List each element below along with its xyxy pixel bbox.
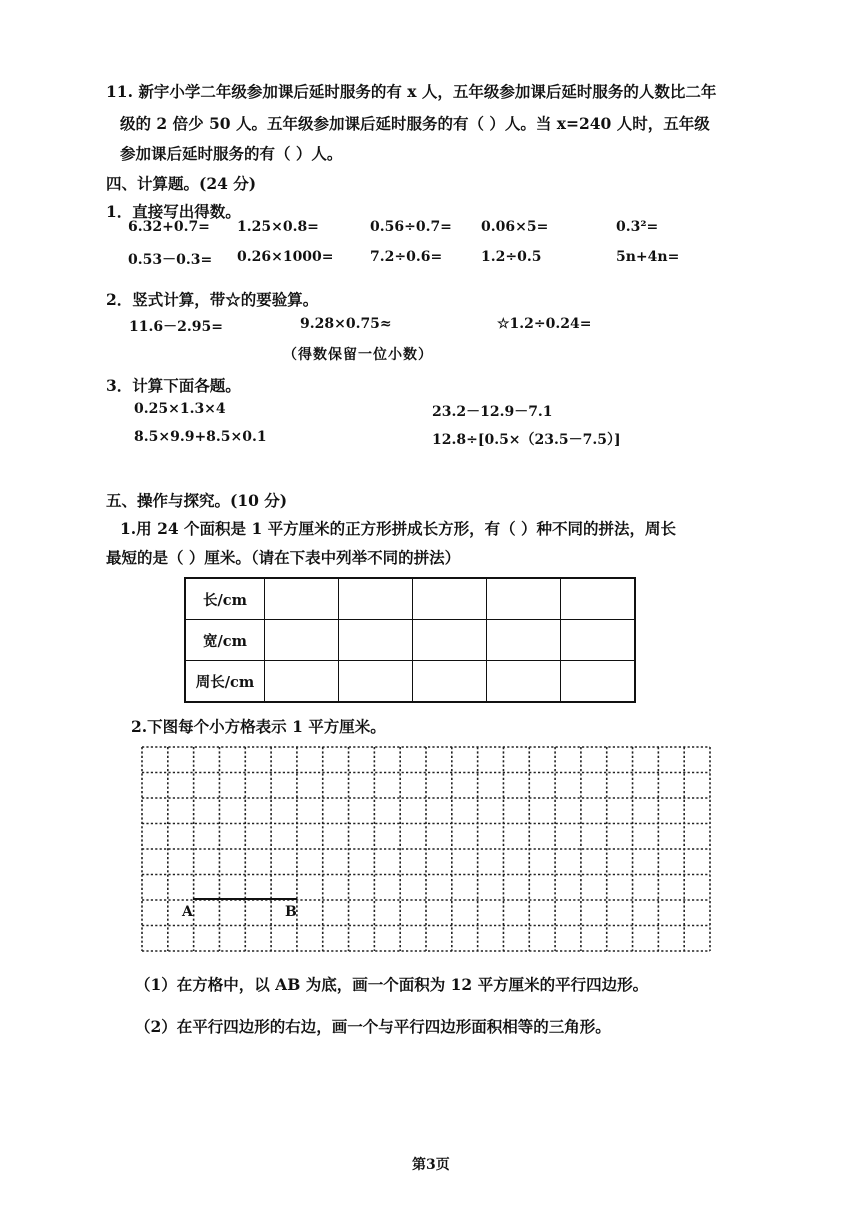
expression-item: 12.8÷[0.5×（23.5－7.5）] [432, 432, 621, 448]
calc-item: 0.53－0.3= [128, 252, 213, 268]
table-cell[interactable] [265, 620, 339, 661]
table-header-width: 宽/cm [185, 620, 265, 661]
calc-item: 6.32+0.7= [128, 219, 210, 235]
point-b-label: B [285, 904, 297, 920]
section4-q2-title: 2．竖式计算，带☆的要验算。 [106, 290, 319, 309]
rounding-note: （得数保留一位小数） [283, 347, 433, 363]
calc-item: 7.2÷0.6= [370, 249, 443, 265]
table-cell[interactable] [413, 578, 487, 620]
square-grid[interactable] [140, 746, 712, 952]
expression-item: 8.5×9.9+8.5×0.1 [134, 429, 267, 445]
section4-q1-title: 1．直接写出得数。 [106, 202, 241, 221]
section5-q2-title: 2.下图每个小方格表示 1 平方厘米。 [131, 717, 386, 736]
table-cell[interactable] [487, 620, 561, 661]
expression-item: 23.2－12.9－7.1 [432, 404, 553, 420]
table-cell[interactable] [339, 578, 413, 620]
table-cell[interactable] [339, 620, 413, 661]
calc-item: 0.3²= [616, 219, 659, 235]
point-a-label: A [182, 904, 193, 920]
calc-item: 0.06×5= [481, 219, 549, 235]
vertical-calc-item: ☆1.2÷0.24= [497, 316, 592, 332]
section5-q1-line2: 最短的是（ ）厘米。（请在下表中列举不同的拼法） [106, 548, 461, 567]
table-cell[interactable] [265, 661, 339, 703]
section4-title: 四、计算题。(24 分) [106, 174, 257, 193]
table-cell[interactable] [487, 661, 561, 703]
table-cell[interactable] [561, 661, 636, 703]
q11-line3: 参加课后延时服务的有（ ）人。 [120, 144, 343, 163]
calc-item: 0.56÷0.7= [370, 219, 452, 235]
table-cell[interactable] [339, 661, 413, 703]
table-cell[interactable] [265, 578, 339, 620]
table-cell[interactable] [561, 620, 636, 661]
expression-item: 0.25×1.3×4 [134, 401, 226, 417]
vertical-calc-item: 9.28×0.75≈ [300, 316, 392, 332]
section5-title: 五、操作与探究。(10 分) [106, 491, 288, 510]
section5-q2-sub1: （1）在方格中，以 AB 为底，画一个面积为 12 平方厘米的平行四边形。 [135, 975, 649, 994]
vertical-calc-item: 11.6－2.95= [129, 319, 223, 335]
q11-line1: 11. 新宇小学二年级参加课后延时服务的有 x 人，五年级参加课后延时服务的人数比二年 [106, 82, 717, 101]
table-cell[interactable] [487, 578, 561, 620]
section5-q2-sub2: （2）在平行四边形的右边，画一个与平行四边形面积相等的三角形。 [135, 1017, 611, 1036]
arrangement-table [184, 577, 636, 703]
q11-line2: 级的 2 倍少 50 人。五年级参加课后延时服务的有（ ）人。当 x=240 人时，五年级 [120, 114, 710, 133]
table-row [185, 620, 635, 661]
section4-q3-title: 3．计算下面各题。 [106, 376, 241, 395]
table-cell[interactable] [413, 620, 487, 661]
table-row [185, 661, 635, 703]
table-header-length: 长/cm [185, 578, 265, 620]
calc-item: 0.26×1000= [237, 249, 334, 265]
table-row [185, 578, 635, 620]
page-number: 第3页 [412, 1157, 450, 1173]
calc-item: 1.25×0.8= [237, 219, 319, 235]
calc-item: 5n+4n= [616, 249, 680, 265]
table-cell[interactable] [413, 661, 487, 703]
table-header-perimeter: 周长/cm [185, 661, 265, 703]
section5-q1-line1: 1.用 24 个面积是 1 平方厘米的正方形拼成长方形，有（ ）种不同的拼法，周长 [120, 519, 677, 538]
table-cell[interactable] [561, 578, 636, 620]
calc-item: 1.2÷0.5 [481, 249, 542, 265]
